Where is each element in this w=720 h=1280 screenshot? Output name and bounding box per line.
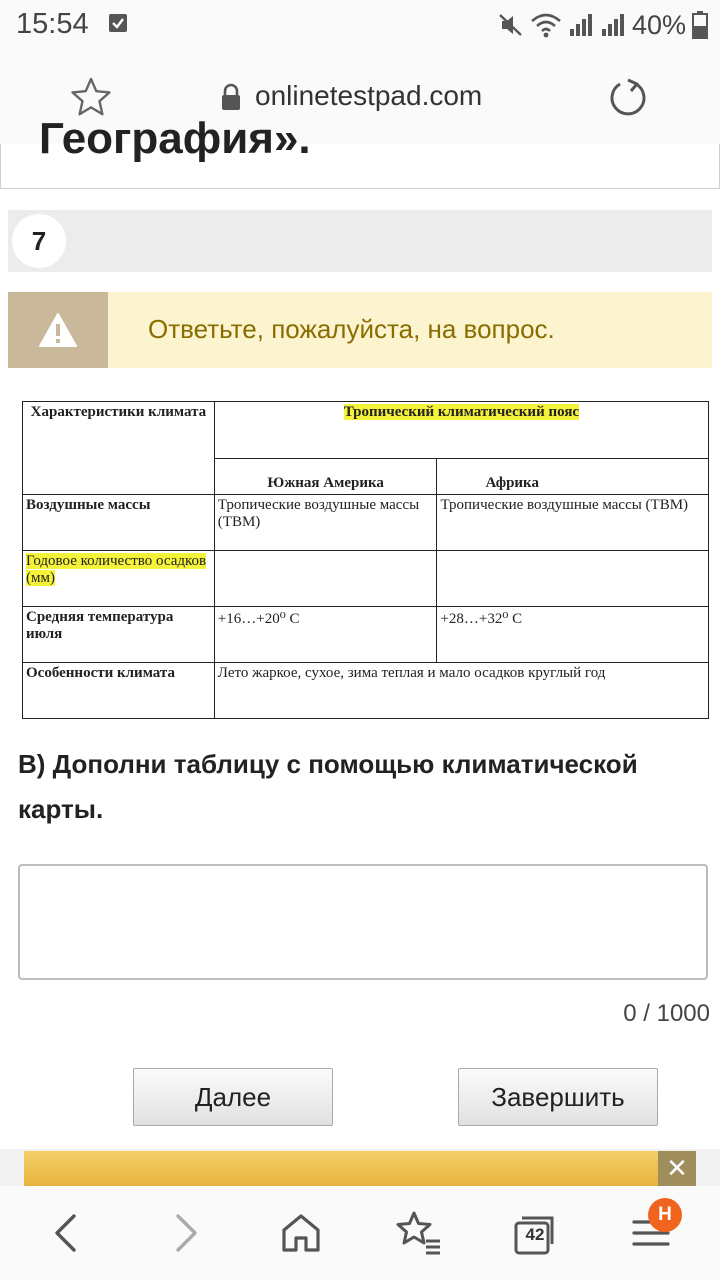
character-counter: 0 / 1000 [623,1000,710,1027]
tabs-count: 42 [525,1225,545,1244]
climate-table [22,401,709,719]
browser-nav-bar [0,1186,720,1280]
next-button[interactable]: Далее [133,1068,333,1126]
belt-header-cell [214,402,708,459]
warning-icon [38,312,78,348]
bookmarks-icon[interactable] [394,1208,444,1258]
battery-percent: 40% [631,9,686,40]
menu-notification-badge: H [648,1198,682,1232]
question-header [8,210,712,272]
row-label-climate-features: Особенности климата [23,663,215,719]
mute-icon [498,12,524,38]
page-content [0,114,720,1186]
corner-header: Характеристики климата [23,402,215,495]
signal-icon [568,12,594,38]
question-instruction: В) Дополни таблицу с помощью климатической карты. [18,749,638,824]
signal-icon-2 [600,12,626,38]
status-time: 15:54 [16,8,89,40]
test-title: География». [39,114,311,163]
back-icon[interactable] [42,1208,92,1258]
cell-air-masses-south-america: Тропические воздушные массы (ТВМ) [214,495,437,551]
row-label-july-temperature: Средняя температура июля [23,607,215,663]
ad-content[interactable] [24,1151,696,1186]
tabs-button[interactable] [510,1208,560,1258]
question-number: 7 [12,214,66,268]
alert-icon-box [8,292,108,368]
column-header-south-america: Южная Америка [214,459,437,495]
battery-icon [692,11,708,39]
status-bar [0,0,720,50]
cell-climate-features: Лето жаркое, сухое, зима теплая и мало осадков круглый год [214,663,708,719]
ad-banner [0,1149,720,1186]
status-icons [498,8,708,42]
answer-required-alert [8,292,712,368]
alert-text: Ответьте, пожалуйста, на вопрос. [148,314,555,344]
bookmark-star-icon[interactable] [70,76,112,118]
checkbox-notification-icon [108,13,128,33]
wifi-icon [530,12,562,38]
column-header-africa: Африка [437,459,709,495]
url-text[interactable]: onlinetestpad.com [255,80,483,111]
reload-icon[interactable] [606,76,650,120]
cell-temperature-africa: +28…+32⁰ С [437,607,709,663]
cell-precipitation-africa [437,551,709,607]
cell-air-masses-africa: Тропические воздушные массы (ТВМ) [437,495,709,551]
row-label-precipitation-cell [23,551,215,607]
lock-icon [220,83,242,111]
forward-icon[interactable] [160,1208,210,1258]
test-title-card [0,114,720,189]
home-icon[interactable] [276,1208,326,1258]
cell-precipitation-south-america [214,551,437,607]
cell-temperature-south-america: +16…+20⁰ С [214,607,437,663]
belt-header: Тропический климатический пояс [343,404,580,420]
answer-textarea[interactable] [18,864,708,980]
ad-close-button[interactable]: ✕ [658,1151,696,1186]
row-label-air-masses: Воздушные массы [23,495,215,551]
row-label-precipitation: Годовое количество осадков (мм) [26,553,207,586]
finish-button[interactable]: Завершить [458,1068,658,1126]
